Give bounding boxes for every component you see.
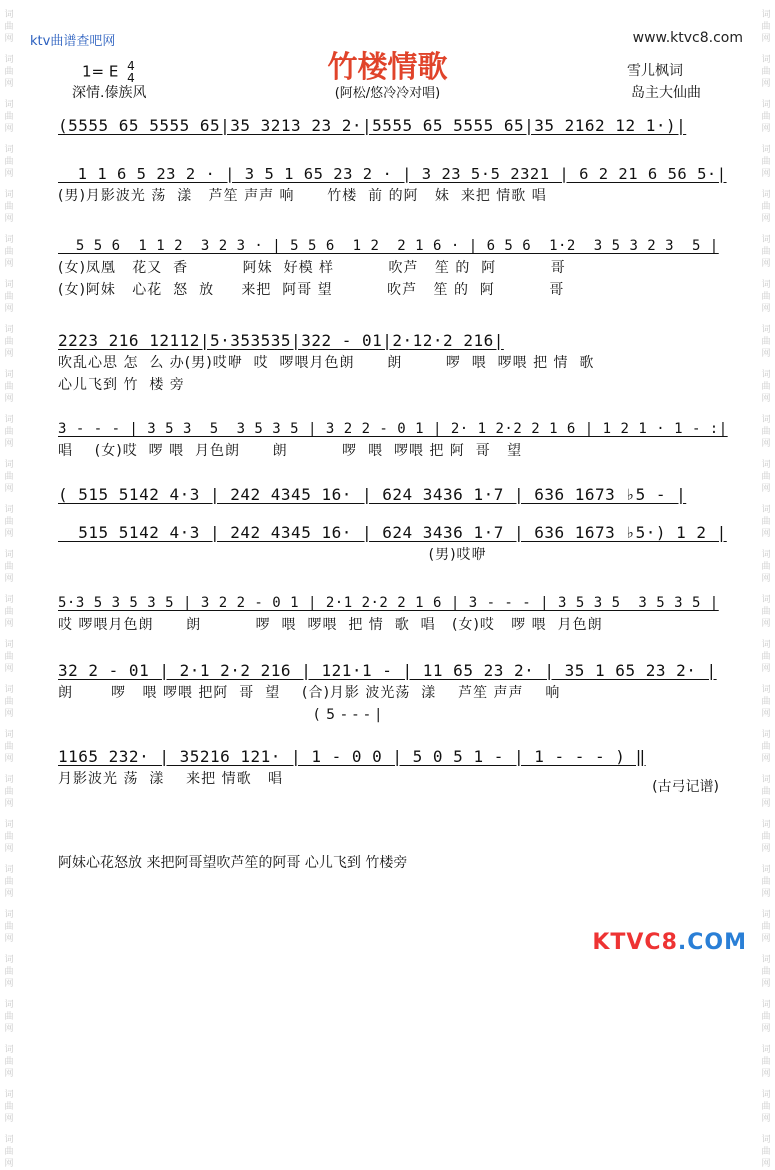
watermark-char: 网 bbox=[761, 124, 771, 134]
watermark-char: 词 bbox=[761, 865, 771, 875]
watermark-char: 词 bbox=[4, 100, 14, 110]
song-title: 竹楼情歌 bbox=[327, 50, 448, 85]
watermark-char: 词 bbox=[761, 370, 771, 380]
watermark-char: 网 bbox=[761, 349, 771, 359]
watermark-char: 词 bbox=[761, 325, 771, 335]
watermark-char: 网 bbox=[761, 1024, 771, 1034]
watermark-char: 词 bbox=[4, 1090, 14, 1100]
watermark-char: 网 bbox=[4, 34, 14, 44]
notation-line: 2223 216 12112|5·353535|322 - 01|2·12·2 216| bbox=[58, 331, 504, 350]
watermark-char: 网 bbox=[761, 439, 771, 449]
watermark-char: 网 bbox=[4, 934, 14, 944]
watermark-char: 曲 bbox=[4, 247, 14, 257]
watermark-char: 网 bbox=[761, 979, 771, 989]
watermark-char: 曲 bbox=[4, 832, 14, 842]
watermark-char: 词 bbox=[4, 415, 14, 425]
watermark-char: 词 bbox=[761, 100, 771, 110]
lyric-line: 心儿飞到 竹 楼 旁 bbox=[58, 377, 185, 393]
watermark-char: 词 bbox=[761, 460, 771, 470]
watermark-char: 网 bbox=[4, 1024, 14, 1034]
watermark-char: 词 bbox=[761, 190, 771, 200]
watermark-logo-suffix: .COM bbox=[677, 930, 747, 955]
lyric-line: ( 5 - - - | bbox=[58, 707, 382, 723]
watermark-char: 网 bbox=[761, 754, 771, 764]
watermark-char: 词 bbox=[761, 730, 771, 740]
time-top: 4 bbox=[127, 59, 135, 73]
watermark-char: 词 bbox=[761, 415, 771, 425]
watermark-char: 词 bbox=[761, 775, 771, 785]
watermark-char: 词 bbox=[4, 955, 14, 965]
watermark-logo-main: KTVC8 bbox=[592, 930, 678, 955]
score-system bbox=[58, 330, 730, 396]
watermark-char: 曲 bbox=[4, 472, 14, 482]
watermark-char: 曲 bbox=[4, 517, 14, 527]
watermark-char: 曲 bbox=[761, 697, 771, 707]
watermark-char: 网 bbox=[4, 889, 14, 899]
watermark-char: 网 bbox=[4, 349, 14, 359]
score-system bbox=[58, 484, 730, 506]
singers: (阿松/悠冷冷对唱) bbox=[334, 86, 441, 101]
watermark-char: 词 bbox=[761, 1135, 771, 1145]
watermark-char: 曲 bbox=[4, 382, 14, 392]
watermark-char: 曲 bbox=[761, 472, 771, 482]
watermark-char: 曲 bbox=[761, 112, 771, 122]
lyric-line: 哎 啰喂月色朗 朗 啰 喂 啰喂 把 情 歌 唱 (女)哎 啰 喂 月色朗 bbox=[58, 617, 603, 633]
key-signature bbox=[82, 60, 135, 84]
watermark-char: 网 bbox=[4, 169, 14, 179]
watermark-char: 网 bbox=[4, 1114, 14, 1124]
watermark-char: 词 bbox=[4, 10, 14, 20]
watermark-char: 词 bbox=[761, 550, 771, 560]
watermark-char: 曲 bbox=[4, 1147, 14, 1157]
watermark-char: 网 bbox=[761, 799, 771, 809]
watermark-char: 网 bbox=[761, 574, 771, 584]
score-system bbox=[58, 235, 730, 301]
watermark-char: 曲 bbox=[4, 787, 14, 797]
watermark-char: 曲 bbox=[4, 697, 14, 707]
watermark-char: 曲 bbox=[761, 292, 771, 302]
style-note: 深情.傣族风 bbox=[72, 85, 147, 101]
watermark-char: 网 bbox=[4, 439, 14, 449]
watermark-char: 曲 bbox=[761, 337, 771, 347]
watermark-char: 词 bbox=[4, 685, 14, 695]
watermark-char: 词 bbox=[4, 820, 14, 830]
watermark-char: 网 bbox=[4, 484, 14, 494]
watermark-char: 词 bbox=[4, 1045, 14, 1055]
watermark-char: 曲 bbox=[4, 877, 14, 887]
notation-line: 5 5 6 1 1 2 3 2 3 · | 5 5 6 1 2 2 1 6 · | 6 5 6 1·2 3 5 3 2 3 5 | bbox=[58, 238, 719, 254]
watermark-char: 网 bbox=[4, 979, 14, 989]
watermark-char: 网 bbox=[761, 1069, 771, 1079]
watermark-char: 词 bbox=[4, 505, 14, 515]
watermark-char: 词 bbox=[761, 955, 771, 965]
watermark-char: 网 bbox=[761, 484, 771, 494]
watermark-char: 曲 bbox=[761, 157, 771, 167]
watermark-char: 曲 bbox=[761, 967, 771, 977]
notation-line: 5·3 5 3 5 3 5 | 3 2 2 - 0 1 | 2·1 2·2 2 1 6 | 3 - - - | 3 5 3 5 3 5 3 5 | bbox=[58, 595, 719, 611]
notation-line: 3 - - - | 3 5 3 5 3 5 3 5 | 3 2 2 - 0 1 | 2· 1 2·2 2 1 6 | 1 2 1 · 1 - :| bbox=[58, 421, 728, 437]
lyric-line: 唱 (女)哎 啰 喂 月色朗 朗 啰 喂 啰喂 把 阿 哥 望 bbox=[58, 443, 523, 459]
watermark-column-left bbox=[2, 0, 16, 1169]
watermark-char: 词 bbox=[761, 685, 771, 695]
watermark-char: 词 bbox=[761, 235, 771, 245]
watermark-char: 网 bbox=[4, 214, 14, 224]
watermark-char: 网 bbox=[4, 304, 14, 314]
watermark-char: 词 bbox=[761, 1090, 771, 1100]
watermark-char: 词 bbox=[761, 145, 771, 155]
notation-line: 1165 232· | 35216 121· | 1 - 0 0 | 5 0 5 1 - | 1 - - - ) ‖ bbox=[58, 747, 646, 766]
score-system bbox=[58, 522, 730, 566]
watermark-char: 曲 bbox=[4, 967, 14, 977]
notation-line: 1 1 6 5 23 2 · | 3 5 1 65 23 2 · | 3 23 5·5 2321 | 6 2 21 6 56 5·| bbox=[58, 165, 727, 183]
watermark-char: 曲 bbox=[4, 112, 14, 122]
watermark-char: 网 bbox=[4, 259, 14, 269]
watermark-char: 网 bbox=[761, 34, 771, 44]
watermark-char: 曲 bbox=[761, 1012, 771, 1022]
watermark-char: 网 bbox=[761, 214, 771, 224]
lyric-line: (女)阿妹 心花 怒 放 来把 阿哥 望 吹芦 笙 的 阿 哥 bbox=[58, 282, 565, 298]
watermark-char: 词 bbox=[4, 865, 14, 875]
watermark-char: 网 bbox=[4, 394, 14, 404]
watermark-char: 词 bbox=[4, 280, 14, 290]
watermark-char: 网 bbox=[4, 1069, 14, 1079]
watermark-char: 词 bbox=[4, 190, 14, 200]
watermark-char: 网 bbox=[761, 934, 771, 944]
watermark-char: 曲 bbox=[4, 652, 14, 662]
watermark-char: 词 bbox=[4, 1000, 14, 1010]
watermark-char: 网 bbox=[761, 529, 771, 539]
watermark-char: 网 bbox=[761, 79, 771, 89]
lyric-line: (女)凤凰 花又 香 阿妹 好模 样 吹芦 笙 的 阿 哥 bbox=[58, 260, 566, 276]
watermark-char: 曲 bbox=[761, 67, 771, 77]
watermark-char: 曲 bbox=[761, 202, 771, 212]
watermark-char: 曲 bbox=[761, 787, 771, 797]
watermark-char: 词 bbox=[761, 910, 771, 920]
watermark-column-right bbox=[759, 0, 773, 1169]
watermark-char: 曲 bbox=[4, 202, 14, 212]
watermark-char: 网 bbox=[761, 844, 771, 854]
watermark-char: 曲 bbox=[4, 1057, 14, 1067]
score-system bbox=[58, 746, 730, 790]
watermark-char: 曲 bbox=[4, 22, 14, 32]
watermark-char: 曲 bbox=[761, 1057, 771, 1067]
watermark-char: 词 bbox=[4, 1135, 14, 1145]
watermark-char: 曲 bbox=[4, 1012, 14, 1022]
lyricist: 雪儿枫词 bbox=[627, 63, 683, 79]
watermark-char: 网 bbox=[761, 304, 771, 314]
watermark-char: 网 bbox=[4, 79, 14, 89]
watermark-char: 词 bbox=[761, 55, 771, 65]
watermark-char: 词 bbox=[4, 460, 14, 470]
watermark-char: 曲 bbox=[761, 1147, 771, 1157]
watermark-char: 网 bbox=[4, 529, 14, 539]
watermark-char: 曲 bbox=[761, 247, 771, 257]
watermark-char: 词 bbox=[761, 1045, 771, 1055]
site-url[interactable]: www.ktvc8.com bbox=[632, 30, 743, 46]
lyric-line: 吹乱心思 怎 么 办(男)哎咿 哎 啰喂月色朗 朗 啰 喂 啰喂 把 情 歌 bbox=[58, 355, 595, 371]
watermark-char: 曲 bbox=[761, 562, 771, 572]
watermark-char: 网 bbox=[4, 754, 14, 764]
watermark-char: 曲 bbox=[761, 427, 771, 437]
lyrics-summary: 阿妹心花怒放 来把阿哥望吹芦笙的阿哥 心儿飞到 竹楼旁 bbox=[58, 855, 408, 871]
watermark-char: 词 bbox=[761, 640, 771, 650]
watermark-char: 网 bbox=[761, 619, 771, 629]
notation-line: ( 515 5142 4·3 | 242 4345 16· | 624 3436 1·7 | 636 1673 ♭5 - | bbox=[58, 485, 687, 504]
watermark-char: 词 bbox=[4, 145, 14, 155]
watermark-char: 曲 bbox=[761, 22, 771, 32]
watermark-char: 曲 bbox=[761, 1102, 771, 1112]
watermark-char: 曲 bbox=[4, 337, 14, 347]
watermark-char: 词 bbox=[761, 10, 771, 20]
watermark-char: 曲 bbox=[761, 517, 771, 527]
watermark-char: 网 bbox=[761, 889, 771, 899]
time-bottom: 4 bbox=[127, 71, 135, 85]
key-label: 1= E bbox=[82, 62, 119, 81]
watermark-char: 网 bbox=[4, 619, 14, 629]
score-system bbox=[58, 115, 730, 137]
watermark-char: 曲 bbox=[761, 922, 771, 932]
watermark-char: 网 bbox=[4, 574, 14, 584]
watermark-char: 曲 bbox=[4, 607, 14, 617]
lyric-line: (男)哎咿 bbox=[58, 547, 487, 563]
watermark-char: 词 bbox=[4, 550, 14, 560]
watermark-char: 词 bbox=[4, 910, 14, 920]
time-signature bbox=[127, 60, 135, 84]
watermark-char: 网 bbox=[761, 664, 771, 674]
watermark-char: 网 bbox=[4, 799, 14, 809]
composer: 岛主大仙曲 bbox=[631, 85, 701, 101]
watermark-char: 网 bbox=[761, 1159, 771, 1169]
watermark-char: 网 bbox=[761, 394, 771, 404]
watermark-char: 词 bbox=[4, 325, 14, 335]
watermark-logo bbox=[592, 930, 747, 955]
notation-line: (5555 65 5555 65|35 3213 23 2·|5555 65 5555 65|35 2162 12 1·)| bbox=[58, 116, 687, 135]
watermark-char: 网 bbox=[761, 709, 771, 719]
watermark-char: 曲 bbox=[4, 922, 14, 932]
watermark-char: 词 bbox=[761, 595, 771, 605]
watermark-char: 曲 bbox=[4, 157, 14, 167]
watermark-char: 词 bbox=[4, 775, 14, 785]
watermark-char: 曲 bbox=[761, 832, 771, 842]
lyric-line: 朗 啰 喂 啰喂 把阿 哥 望 (合)月影 波光荡 漾 芦笙 声声 响 bbox=[58, 685, 561, 701]
notation-line: 515 5142 4·3 | 242 4345 16· | 624 3436 1·7 | 636 1673 ♭5·) 1 2 | bbox=[58, 523, 727, 542]
watermark-char: 网 bbox=[761, 1114, 771, 1124]
watermark-char: 曲 bbox=[761, 742, 771, 752]
watermark-char: 词 bbox=[4, 235, 14, 245]
watermark-char: 网 bbox=[4, 844, 14, 854]
watermark-char: 网 bbox=[4, 1159, 14, 1169]
watermark-char: 网 bbox=[4, 664, 14, 674]
score-system bbox=[58, 660, 730, 726]
watermark-char: 网 bbox=[761, 259, 771, 269]
watermark-char: 词 bbox=[761, 820, 771, 830]
watermark-char: 词 bbox=[761, 505, 771, 515]
watermark-char: 曲 bbox=[4, 562, 14, 572]
watermark-char: 词 bbox=[4, 730, 14, 740]
watermark-char: 曲 bbox=[4, 67, 14, 77]
watermark-char: 词 bbox=[761, 1000, 771, 1010]
transcriber-credit: (古弓记谱) bbox=[652, 779, 719, 795]
watermark-char: 曲 bbox=[4, 427, 14, 437]
watermark-char: 词 bbox=[761, 280, 771, 290]
watermark-char: 词 bbox=[4, 55, 14, 65]
watermark-char: 曲 bbox=[761, 652, 771, 662]
score-system bbox=[58, 592, 730, 636]
watermark-char: 曲 bbox=[4, 1102, 14, 1112]
watermark-char: 网 bbox=[4, 124, 14, 134]
score-system bbox=[58, 418, 730, 462]
watermark-char: 词 bbox=[4, 640, 14, 650]
watermark-char: 曲 bbox=[4, 742, 14, 752]
watermark-char: 曲 bbox=[761, 607, 771, 617]
watermark-char: 曲 bbox=[761, 382, 771, 392]
watermark-char: 词 bbox=[4, 370, 14, 380]
lyric-line: (男)月影波光 荡 漾 芦笙 声声 响 竹楼 前 的阿 妹 来把 情歌 唱 bbox=[58, 188, 547, 204]
notation-line: 32 2 - 01 | 2·1 2·2 216 | 121·1 - | 11 65 23 2· | 35 1 65 23 2· | bbox=[58, 661, 717, 680]
site-name-left[interactable]: ktv曲谱查吧网 bbox=[30, 34, 116, 49]
watermark-char: 曲 bbox=[761, 877, 771, 887]
watermark-char: 曲 bbox=[4, 292, 14, 302]
watermark-char: 网 bbox=[761, 169, 771, 179]
lyric-line: 月影波光 荡 漾 来把 情歌 唱 bbox=[58, 771, 283, 787]
score-system bbox=[58, 163, 730, 207]
watermark-char: 网 bbox=[4, 709, 14, 719]
watermark-char: 词 bbox=[4, 595, 14, 605]
